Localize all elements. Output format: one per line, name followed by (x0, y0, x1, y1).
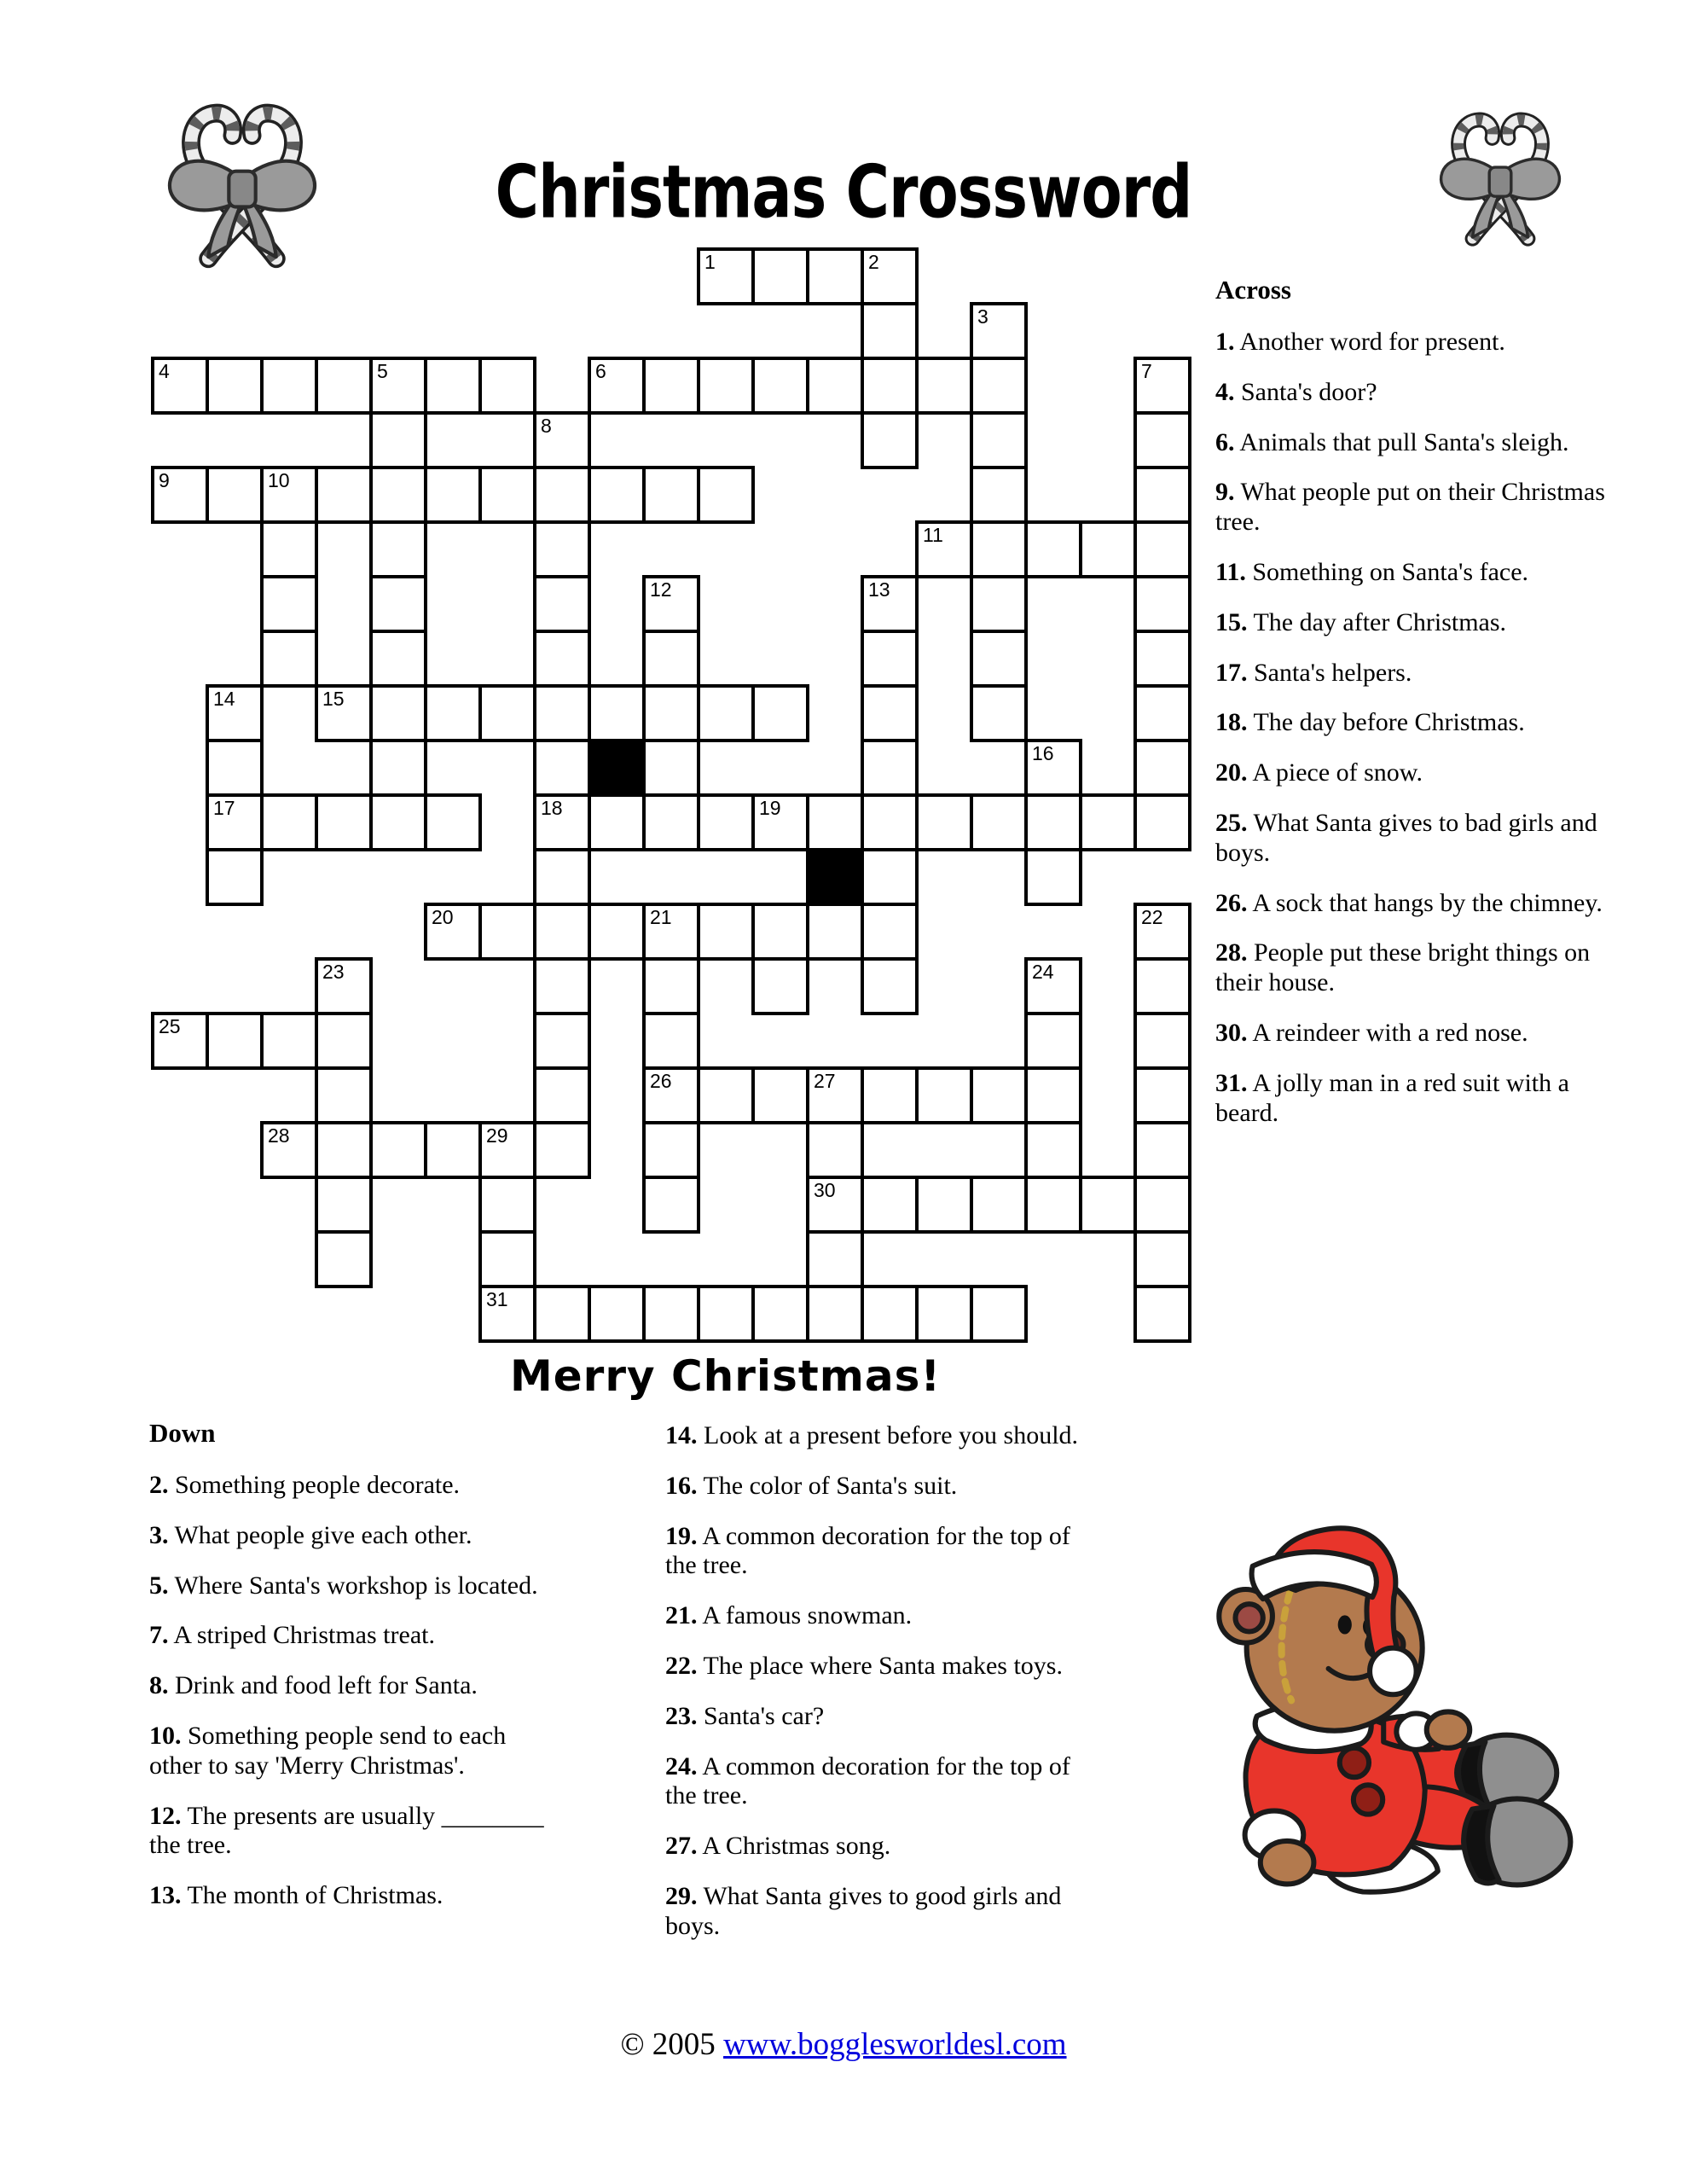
grid-cell[interactable] (970, 1285, 1028, 1343)
grid-cell[interactable] (915, 1176, 973, 1234)
cell-number: 9 (159, 469, 170, 491)
grid-cell[interactable] (369, 357, 427, 415)
across-heading: Across (1215, 275, 1291, 305)
grid-cell-black (806, 848, 864, 906)
grid-cell[interactable] (1133, 411, 1191, 469)
grid-cell[interactable] (315, 1121, 373, 1179)
grid-cell[interactable] (1024, 1066, 1082, 1124)
grid-cell[interactable] (1133, 466, 1191, 524)
grid-cell[interactable] (970, 630, 1028, 688)
candy-canes-icon (1406, 89, 1595, 256)
clue: 23. Santa's car? (665, 1701, 825, 1730)
grid-cell[interactable] (861, 411, 919, 469)
grid-cell[interactable] (533, 957, 591, 1015)
grid-cell[interactable] (588, 903, 646, 961)
grid-cell[interactable] (533, 903, 591, 961)
grid-cell[interactable] (1024, 848, 1082, 906)
grid-cell[interactable] (315, 357, 373, 415)
grid-cell[interactable] (533, 1012, 591, 1070)
grid-cell[interactable] (369, 630, 427, 688)
grid-cell[interactable] (970, 302, 1028, 360)
cell-number: 17 (213, 797, 235, 819)
grid-cell[interactable] (642, 630, 700, 688)
grid-cell[interactable] (1133, 957, 1191, 1015)
grid-cell[interactable] (751, 1285, 809, 1343)
grid-cell[interactable] (315, 793, 373, 851)
grid-cell[interactable] (861, 1066, 919, 1124)
cell-number: 24 (1032, 961, 1054, 983)
grid-cell[interactable] (260, 1121, 318, 1179)
grid-cell[interactable] (315, 1066, 373, 1124)
grid-cell[interactable] (369, 575, 427, 633)
grid-cell[interactable] (533, 739, 591, 797)
grid-cell[interactable] (861, 793, 919, 851)
grid-cell[interactable] (369, 466, 427, 524)
clue: 2. Something people decorate. (149, 1470, 461, 1499)
grid-cell[interactable] (369, 793, 427, 851)
cell-number: 15 (322, 688, 345, 710)
grid-cell[interactable] (588, 793, 646, 851)
grid-cell[interactable] (861, 957, 919, 1015)
grid-cell[interactable] (533, 630, 591, 688)
grid-cell[interactable] (970, 357, 1028, 415)
grid-cell[interactable] (206, 357, 264, 415)
grid-cell[interactable] (478, 1121, 536, 1179)
grid-cell[interactable] (315, 466, 373, 524)
clue: 18. The day before Christmas. (1215, 708, 1525, 737)
grid-cell[interactable] (1133, 793, 1191, 851)
grid-cell[interactable] (861, 247, 919, 305)
grid-cell[interactable] (1133, 1066, 1191, 1124)
grid-cell[interactable] (751, 903, 809, 961)
grid-cell[interactable] (806, 1230, 864, 1288)
grid-cell[interactable] (1133, 1121, 1191, 1179)
grid-cell[interactable] (806, 1176, 864, 1234)
cell-number: 27 (814, 1070, 836, 1092)
grid-cell[interactable] (970, 793, 1028, 851)
cell-number: 21 (650, 906, 672, 928)
grid-cell[interactable] (478, 466, 536, 524)
grid-cell[interactable] (260, 357, 318, 415)
grid-cell[interactable] (915, 1066, 973, 1124)
cell-number: 13 (868, 578, 890, 601)
grid-cell[interactable] (151, 1012, 209, 1070)
clue: 28. People put these bright things on their house. (1215, 938, 1591, 997)
grid-cell[interactable] (369, 411, 427, 469)
grid-cell[interactable] (424, 466, 482, 524)
cell-number: 11 (923, 524, 943, 546)
grid-cell[interactable] (861, 302, 919, 360)
clue: 12. The presents are usually ________ the tree. (149, 1801, 544, 1860)
grid-cell[interactable] (861, 739, 919, 797)
cell-number: 16 (1032, 742, 1054, 764)
clue: 9. What people put on their Christmas tree. (1215, 478, 1605, 537)
grid-cell[interactable] (1133, 684, 1191, 742)
cell-number: 18 (541, 797, 563, 819)
grid-cell[interactable] (751, 957, 809, 1015)
grid-cell[interactable] (424, 357, 482, 415)
grid-cell[interactable] (751, 1066, 809, 1124)
grid-cell[interactable] (1133, 739, 1191, 797)
clue: 21. A famous snowman. (665, 1601, 913, 1630)
grid-cell[interactable] (642, 1176, 700, 1234)
grid-cell[interactable] (1024, 1012, 1082, 1070)
grid-cell[interactable] (369, 684, 427, 742)
grid-cell[interactable] (533, 575, 591, 633)
grid-cell[interactable] (206, 684, 264, 742)
clue: 8. Drink and food left for Santa. (149, 1671, 478, 1700)
grid-cell[interactable] (533, 466, 591, 524)
clue: 3. What people give each other. (149, 1520, 472, 1549)
grid-cell[interactable] (642, 903, 700, 961)
down-clue-list (149, 1471, 559, 1911)
clue: 30. A reindeer with a red nose. (1215, 1018, 1528, 1047)
grid-cell[interactable] (970, 684, 1028, 742)
clue: 17. Santa's helpers. (1215, 658, 1412, 687)
cell-number: 1 (704, 251, 716, 273)
grid-cell[interactable] (1024, 1176, 1082, 1234)
grid-cell[interactable] (1024, 957, 1082, 1015)
grid-cell[interactable] (478, 903, 536, 961)
clue: 22. The place where Santa makes toys. (665, 1651, 1063, 1680)
clue: 4. Santa's door? (1215, 377, 1377, 406)
cell-number: 28 (268, 1124, 290, 1147)
clue: 26. A sock that hangs by the chimney. (1215, 888, 1603, 917)
grid-cell[interactable] (915, 520, 973, 578)
grid-cell[interactable] (697, 684, 755, 742)
grid-cell[interactable] (970, 466, 1028, 524)
grid-cell[interactable] (970, 411, 1028, 469)
grid-cell[interactable] (478, 357, 536, 415)
cell-number: 14 (213, 688, 235, 710)
cell-number: 7 (1141, 360, 1152, 382)
cell-number: 5 (377, 360, 388, 382)
grid-cell[interactable] (260, 466, 318, 524)
grid-cell[interactable] (424, 793, 482, 851)
grid-cell[interactable] (315, 957, 373, 1015)
clue: 24. A common decoration for the top of the tree. (665, 1751, 1070, 1810)
grid-cell[interactable] (806, 247, 864, 305)
candy-canes-icon (126, 84, 358, 271)
copyright-text: © 2005 (620, 2027, 724, 2062)
cell-number: 12 (650, 578, 672, 601)
grid-cell[interactable] (751, 793, 809, 851)
grid-cell[interactable] (206, 739, 264, 797)
clue: 7. A striped Christmas treat. (149, 1621, 435, 1650)
grid-cell[interactable] (478, 1230, 536, 1288)
grid-cell[interactable] (1133, 903, 1191, 961)
grid-cell[interactable] (533, 411, 591, 469)
grid-cell[interactable] (1133, 1230, 1191, 1288)
clue: 11. Something on Santa's face. (1215, 557, 1529, 586)
grid-cell[interactable] (861, 1285, 919, 1343)
down-clue-list-2 (665, 1421, 1092, 1942)
clue: 31. A jolly man in a red suit with a beard. (1215, 1068, 1569, 1127)
grid-cell[interactable] (642, 1066, 700, 1124)
grid-cell[interactable] (206, 793, 264, 851)
grid-cell[interactable] (260, 520, 318, 578)
grid-cell[interactable] (588, 466, 646, 524)
grid-cell[interactable] (861, 1176, 919, 1234)
grid-cell[interactable] (642, 793, 700, 851)
grid-cell[interactable] (642, 1121, 700, 1179)
cell-number: 25 (159, 1015, 181, 1037)
grid-cell[interactable] (206, 1012, 264, 1070)
grid-cell[interactable] (533, 520, 591, 578)
cell-number: 31 (486, 1288, 508, 1310)
grid-cell[interactable] (1079, 1176, 1137, 1234)
grid-cell[interactable] (533, 793, 591, 851)
clue: 19. A common decoration for the top of the tree. (665, 1521, 1070, 1580)
grid-cell[interactable] (861, 903, 919, 961)
grid-cell[interactable] (206, 466, 264, 524)
grid-cell[interactable] (533, 1066, 591, 1124)
grid-cell[interactable] (642, 1012, 700, 1070)
grid-cell[interactable] (806, 1121, 864, 1179)
cell-number: 30 (814, 1179, 836, 1201)
grid-cell[interactable] (642, 739, 700, 797)
grid-cell[interactable] (1133, 1176, 1191, 1234)
grid-cell[interactable] (751, 684, 809, 742)
grid-cell[interactable] (642, 466, 700, 524)
cell-number: 10 (268, 469, 290, 491)
clue: 6. Animals that pull Santa's sleigh. (1215, 427, 1569, 456)
clue: 5. Where Santa's workshop is located. (149, 1571, 538, 1600)
grid-cell[interactable] (424, 684, 482, 742)
grid-cell[interactable] (1079, 520, 1137, 578)
cell-number: 19 (759, 797, 781, 819)
cell-number: 2 (868, 251, 879, 273)
across-clues-section (1215, 275, 1615, 1148)
grid-cell[interactable] (315, 684, 373, 742)
down-clues-section-2 (665, 1421, 1092, 1962)
down-heading: Down (149, 1418, 216, 1448)
cell-number: 23 (322, 961, 345, 983)
grid-cell[interactable] (915, 357, 973, 415)
grid-cell[interactable] (1133, 520, 1191, 578)
grid-cell[interactable] (315, 1012, 373, 1070)
grid-cell[interactable] (369, 1121, 427, 1179)
grid-cell[interactable] (260, 1012, 318, 1070)
teddy-bear-illustration (1192, 1514, 1623, 1920)
grid-cell[interactable] (642, 357, 700, 415)
merry-christmas-text: Merry Christmas! (510, 1351, 942, 1401)
grid-cell[interactable] (478, 1176, 536, 1234)
grid-cell[interactable] (1133, 630, 1191, 688)
clue: 20. A piece of snow. (1215, 758, 1423, 787)
grid-cell[interactable] (315, 1176, 373, 1234)
grid-cell[interactable] (478, 1285, 536, 1343)
grid-cell[interactable] (806, 903, 864, 961)
cell-number: 3 (977, 305, 988, 328)
grid-cell[interactable] (260, 575, 318, 633)
clue: 25. What Santa gives to bad girls and boys. (1215, 808, 1597, 867)
grid-cell[interactable] (642, 957, 700, 1015)
grid-cell[interactable] (1133, 357, 1191, 415)
grid-cell[interactable] (151, 357, 209, 415)
clue: 29. What Santa gives to good girls and boys. (665, 1881, 1062, 1940)
grid-cell[interactable] (369, 520, 427, 578)
grid-cell[interactable] (260, 630, 318, 688)
grid-cell[interactable] (970, 520, 1028, 578)
clue: 1. Another word for present. (1215, 327, 1505, 356)
clue: 10. Something people send to each other to say 'Merry Christmas'. (149, 1721, 507, 1780)
cell-number: 29 (486, 1124, 508, 1147)
across-clue-list (1215, 328, 1615, 1128)
grid-cell[interactable] (970, 1176, 1028, 1234)
grid-cell[interactable] (533, 1121, 591, 1179)
grid-cell[interactable] (478, 684, 536, 742)
grid-cell[interactable] (806, 1066, 864, 1124)
grid-cell[interactable] (1133, 1285, 1191, 1343)
cell-number: 4 (159, 360, 170, 382)
grid-cell[interactable] (588, 684, 646, 742)
grid-cell[interactable] (697, 466, 755, 524)
grid-cell[interactable] (533, 848, 591, 906)
grid-cell[interactable] (424, 1121, 482, 1179)
grid-cell[interactable] (697, 1066, 755, 1124)
grid-cell[interactable] (533, 684, 591, 742)
grid-cell[interactable] (861, 848, 919, 906)
crossword-grid (151, 247, 1193, 1345)
clue: 13. The month of Christmas. (149, 1881, 443, 1910)
grid-cell[interactable] (1079, 793, 1137, 851)
grid-cell[interactable] (861, 575, 919, 633)
grid-cell[interactable] (697, 247, 755, 305)
page-title: Christmas Crossword (495, 148, 1192, 235)
cell-number: 20 (432, 906, 454, 928)
grid-cell[interactable] (151, 466, 209, 524)
grid-cell[interactable] (1024, 520, 1082, 578)
grid-cell[interactable] (697, 793, 755, 851)
grid-cell[interactable] (806, 357, 864, 415)
grid-cell[interactable] (861, 630, 919, 688)
grid-cell[interactable] (424, 903, 482, 961)
clue: 16. The color of Santa's suit. (665, 1471, 958, 1500)
grid-cell[interactable] (861, 357, 919, 415)
grid-cell[interactable] (751, 247, 809, 305)
cell-number: 6 (595, 360, 606, 382)
grid-cell[interactable] (642, 684, 700, 742)
grid-cell[interactable] (915, 1285, 973, 1343)
clue: 15. The day after Christmas. (1215, 607, 1507, 636)
clue: 14. Look at a present before you should. (665, 1421, 1079, 1449)
grid-cell[interactable] (642, 575, 700, 633)
grid-cell[interactable] (1024, 1121, 1082, 1179)
clue: 27. A Christmas song. (665, 1832, 891, 1861)
grid-cell[interactable] (1024, 793, 1082, 851)
grid-cell[interactable] (697, 357, 755, 415)
grid-cell[interactable] (260, 793, 318, 851)
grid-cell[interactable] (861, 684, 919, 742)
grid-cell[interactable] (970, 1066, 1028, 1124)
grid-cell[interactable] (642, 1285, 700, 1343)
grid-cell[interactable] (751, 357, 809, 415)
cell-number: 22 (1141, 906, 1163, 928)
cell-number: 8 (541, 415, 552, 437)
grid-cell[interactable] (697, 1285, 755, 1343)
grid-cell[interactable] (533, 1285, 591, 1343)
cell-number: 26 (650, 1070, 672, 1092)
grid-cell[interactable] (915, 793, 973, 851)
footer (0, 2026, 1687, 2063)
grid-cell[interactable] (806, 793, 864, 851)
grid-cell-black (588, 739, 646, 797)
grid-cell[interactable] (1133, 575, 1191, 633)
grid-cell[interactable] (697, 903, 755, 961)
website-link[interactable]: www.bogglesworldesl.com (723, 2027, 1067, 2062)
grid-cell[interactable] (970, 575, 1028, 633)
grid-cell[interactable] (1024, 739, 1082, 797)
grid-cell[interactable] (588, 1285, 646, 1343)
grid-cell[interactable] (369, 739, 427, 797)
down-clues-section (149, 1418, 559, 1931)
grid-cell[interactable] (1133, 1012, 1191, 1070)
grid-cell[interactable] (806, 1285, 864, 1343)
grid-cell[interactable] (315, 1230, 373, 1288)
grid-cell[interactable] (206, 848, 264, 906)
grid-cell[interactable] (588, 357, 646, 415)
